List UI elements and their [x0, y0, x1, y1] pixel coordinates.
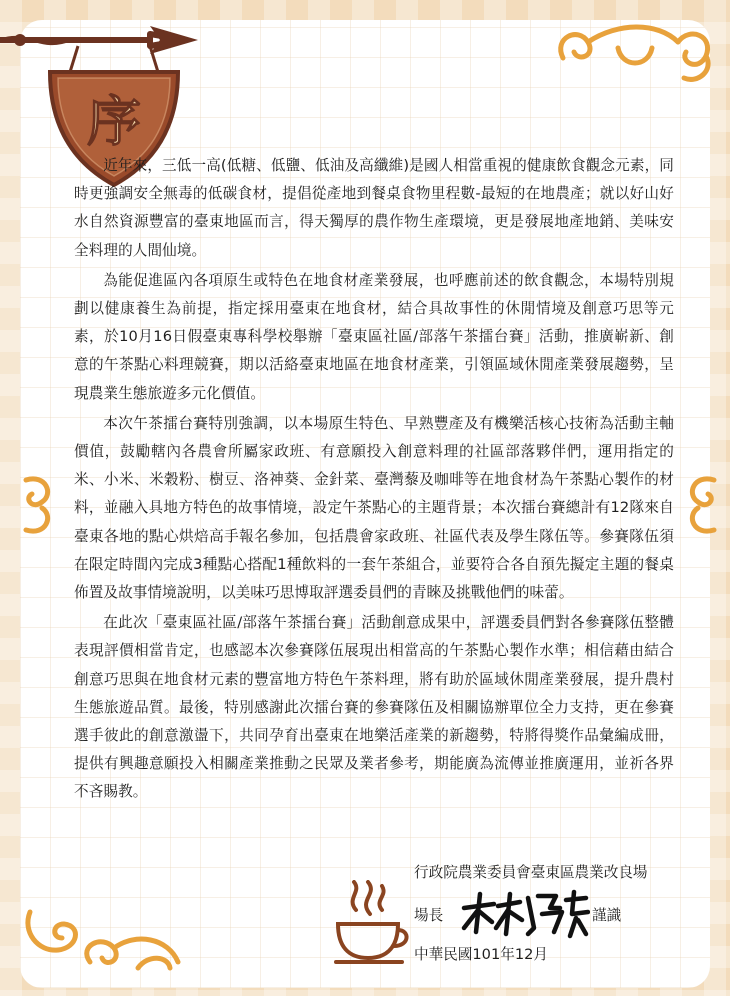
signer-suffix: 謹識 [592, 906, 622, 924]
paragraph-4: 在此次「臺東區社區/部落午茶擂台賽」活動創意成果中，評選委員們對各參賽隊伍整體表現評價相當肯定，也感認本次參賽隊伍展現出相當高的午茶點心製作水準；相信藉由結合創意巧思與在地食材元素的豐富地方特色午茶料理，將有助於區域休閒產業發展，提升農村生態旅遊品質。最後，特別感謝此次擂台賽的參賽隊伍及相關協辦單位全力支持，更在參賽選手彼此的創意激盪下，共同孕育出臺東在地樂活產業的新趨勢，特將得獎作品彙編成冊，提供有興趣意願投入相關產業推動之民眾及業者參考，期能廣為流傳並推廣運用，並祈各界不吝賜教。 [74, 614, 674, 801]
organization-name: 行政院農業委員會臺東區農業改良場 [414, 864, 648, 881]
sign-glyph: 序 [87, 89, 141, 153]
signer-title: 場長 [414, 906, 444, 924]
swirl-ornament-icon [548, 18, 718, 88]
signature-block [414, 858, 704, 970]
handwritten-signature [458, 888, 590, 940]
coffee-cup-icon [332, 880, 410, 966]
swirl-ornament-icon [18, 902, 198, 982]
swirl-ornament-icon [18, 470, 64, 540]
signature-date: 中華民國101年12月 [414, 946, 548, 963]
paragraph-3: 本次午茶擂台賽特別強調，以本場原生特色、早熟豐產及有機樂活核心技術為活動主軸價值，鼓勵轄內各農會所屬家政班、有意願投入創意料理的社區部落夥伴們，運用指定的米、小米、米穀粉、樹豆、洛神葵、金針菜、臺灣藜及咖啡等在地食材為午茶點心製作的材料，並融入具地方特色的故事情境，設定午茶點心的主題背景；本次擂台賽總計有12隊來自臺東各地的點心烘焙高手報名參加，包括農會家政班、社區代表及學生隊伍等。參賽隊伍須在限定時間內完成3種點心搭配1種飲料的一套午茶組合，並要符合各自預先擬定主題的餐桌佈置及故事情境說明，以美味巧思博取評選委員們的青睞及挑戰他們的味蕾。 [74, 414, 674, 602]
paragraph-1: 近年來，三低一高(低糖、低鹽、低油及高纖維)是國人相當重視的健康飲食觀念元素，同時更強調安全無毒的低碳食材，提倡從產地到餐桌食物里程數-最短的在地農產；就以好山好水自然資源豐富的臺東地區而言，得天獨厚的農作物生產環境，更是發展地產地銷、美味安全料理的人間仙境。 [74, 157, 674, 259]
paragraph-2: 為能促進區內各項原生或特色在地食材產業發展，也呼應前述的飲食觀念，本場特別規劃以健康養生為前提，指定採用臺東在地食材，結合具故事性的休閒情境及創意巧思等元素，於10月16日假臺東專科學校舉辦「臺東區社區/部落午茶擂台賽」活動，推廣嶄新、創意的午茶點心料理競賽，期以活絡臺東地區在地食材產業，引領區域休閒產業發展趨勢，呈現農業生態旅遊多元化價值。 [74, 271, 674, 402]
preface-body [74, 152, 674, 809]
swirl-ornament-icon [676, 470, 722, 540]
